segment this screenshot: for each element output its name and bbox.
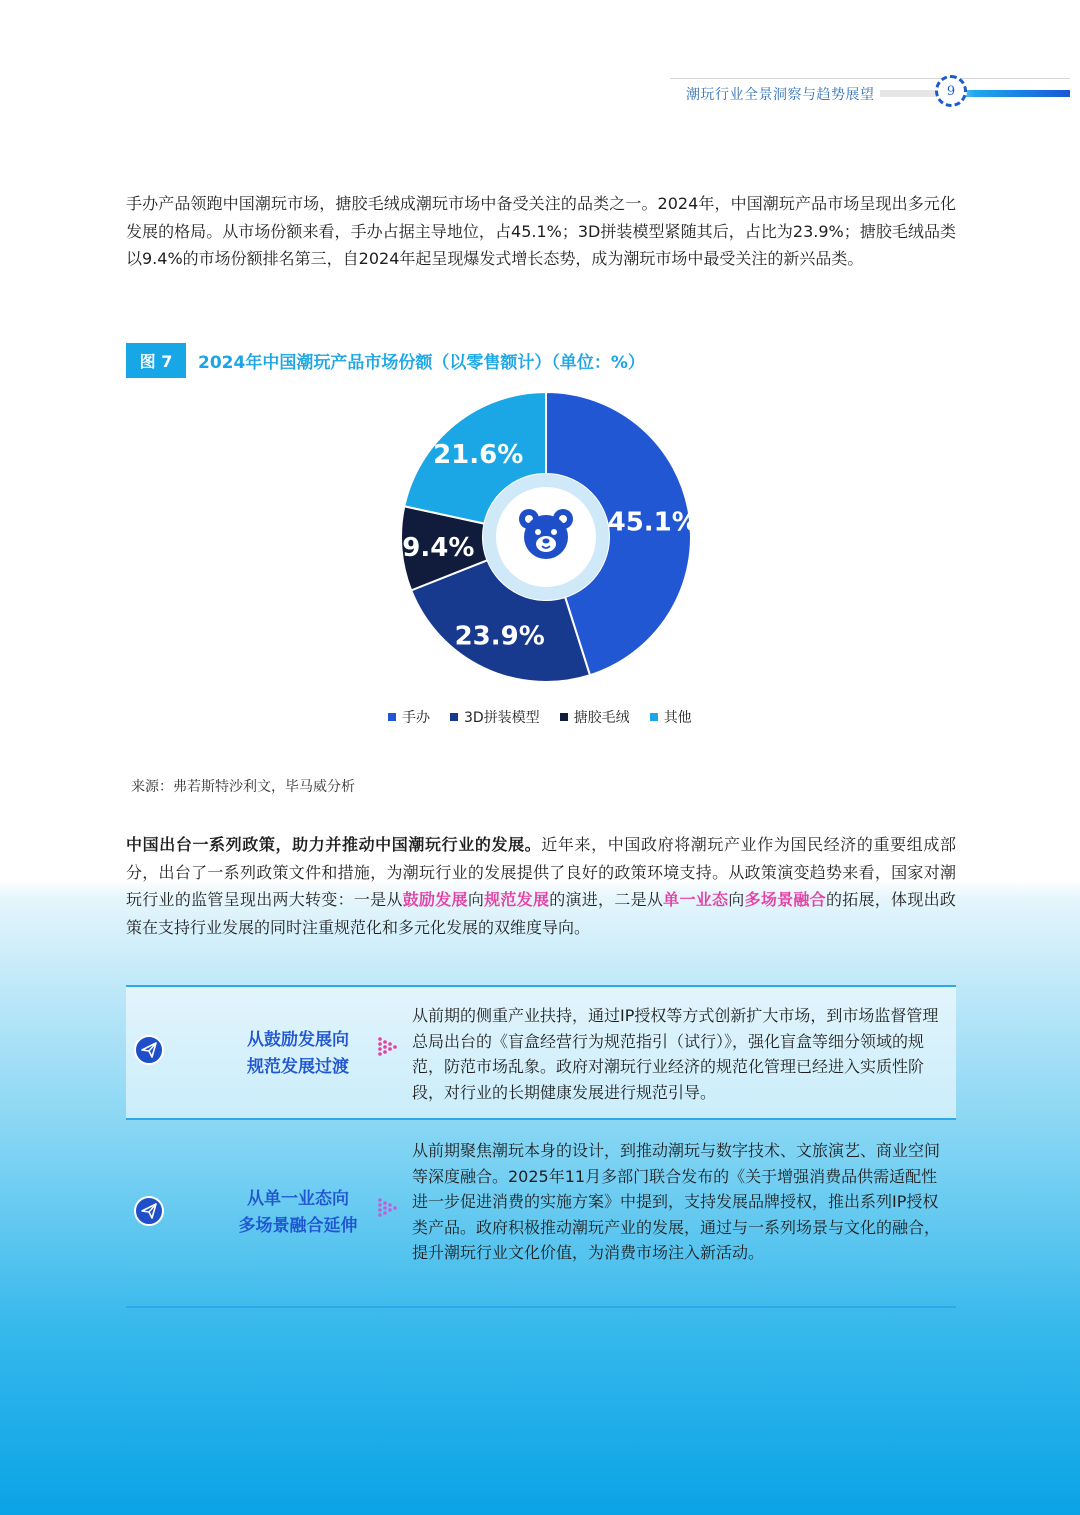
policy-card xyxy=(126,985,956,1120)
policy-text: 向 xyxy=(467,890,485,909)
legend-item xyxy=(450,707,540,727)
slice-label: 23.9% xyxy=(454,621,545,652)
policy-text: 从前期聚焦潮玩本身的设计，到推动潮玩与数字技术、文旅演艺、商业空间等深度融合。2025年11月多部门联合发布的《关于增强消费品供需适配性进一步促进消费的实施方案》中提到，支持发展品牌授权，推出系列IP授权类产品。政府积极推动潮玩产业的发展，通过与一系列场景与文化的融合，提升潮玩行业文化价值，为消费市场注入新活动。 xyxy=(412,1141,941,1262)
legend-swatch xyxy=(450,713,458,721)
legend-item xyxy=(560,707,630,727)
legend-swatch xyxy=(388,713,396,721)
highlight-term: 规范发展 xyxy=(484,890,550,909)
policy-heading-line: 多场景融合延伸 xyxy=(238,1216,358,1236)
policy-text: 的拓展，体现出政策在支持行业发展的同时注重规范化和多元化发展的双维度导向。 xyxy=(126,890,956,937)
dotted-arrow-icon xyxy=(376,1196,400,1224)
figure-label: 图 7 xyxy=(126,343,186,378)
policy-lead: 中国出台一系列政策，助力并推动中国潮玩行业的发展。 xyxy=(126,835,542,854)
paper-plane-icon xyxy=(134,1196,164,1226)
intro-paragraph: 手办产品领跑中国潮玩市场，搪胶毛绒成潮玩市场中备受关注的品类之一。2024年，中国潮玩产品市场呈现出多元化发展的格局。从市场份额来看，手办占据主导地位，占45.1%；3D拼装模型紧随其后，占比为23.9%；搪胶毛绒品类以9.4%的市场份额排名第三，自2024年起呈现爆发式增长态势，成为潮玩市场中最受关注的新兴品类。 xyxy=(126,194,956,268)
legend-label: 其他 xyxy=(663,710,692,726)
legend-label: 3D拼装模型 xyxy=(464,710,540,726)
policy-text: 近年来，中国政府将潮玩产业作为国民经济的重要组成部分，出台了一系列政策文件和措施，为潮玩行业的发展提供了良好的政策环境支持。从政策演变趋势来看，国家对潮玩行业的监管呈现出两大转变：一是从 xyxy=(126,835,956,909)
running-header-title: 潮玩行业全景洞察与趋势展望 xyxy=(686,87,875,103)
slice-label: 9.4% xyxy=(402,532,475,563)
policy-card xyxy=(126,1130,956,1308)
highlight-term: 多场景融合 xyxy=(744,890,826,909)
policy-heading-line: 规范发展过渡 xyxy=(247,1057,349,1077)
slice-label: 21.6% xyxy=(433,439,524,470)
legend-swatch xyxy=(650,713,658,721)
legend-item xyxy=(650,707,692,727)
figure-title: 2024年中国潮玩产品市场份额（以零售额计）（单位：%） xyxy=(198,353,645,373)
policy-heading xyxy=(188,1027,408,1081)
legend-label: 搪胶毛绒 xyxy=(573,710,630,726)
chart-legend xyxy=(388,707,692,727)
legend-item xyxy=(388,707,430,727)
dotted-arrow-icon xyxy=(376,1035,400,1063)
highlight-term: 单一业态 xyxy=(663,890,729,909)
legend-swatch xyxy=(560,713,568,721)
policy-heading-line: 从鼓励发展向 xyxy=(247,1030,349,1050)
highlight-term: 鼓励发展 xyxy=(402,890,468,909)
policy-text: 从前期的侧重产业扶持，通过IP授权等方式创新扩大市场，到市场监督管理总局出台的《盲盒经营行为规范指引（试行）》，强化盲盒等细分领域的规范，防范市场乱象。政府对潮玩行业经济的规范化管理已经进入实质性阶段，对行业的长期健康发展进行规范引导。 xyxy=(412,1006,939,1102)
donut-chart xyxy=(380,380,710,700)
paper-plane-icon xyxy=(134,1035,164,1065)
page-number: 9 xyxy=(935,75,967,107)
header-accent-line xyxy=(880,90,1070,97)
figure-source: 来源：弗若斯特沙利文，毕马威分析 xyxy=(131,779,355,795)
policy-heading xyxy=(188,1186,408,1240)
policy-text: 向 xyxy=(728,890,745,909)
policy-paragraph xyxy=(126,831,956,941)
legend-label: 手办 xyxy=(402,710,430,726)
policy-heading-line: 从单一业态向 xyxy=(247,1189,349,1209)
policy-text: 的演进，二是从 xyxy=(549,890,664,909)
slice-label: 45.1% xyxy=(607,507,698,538)
